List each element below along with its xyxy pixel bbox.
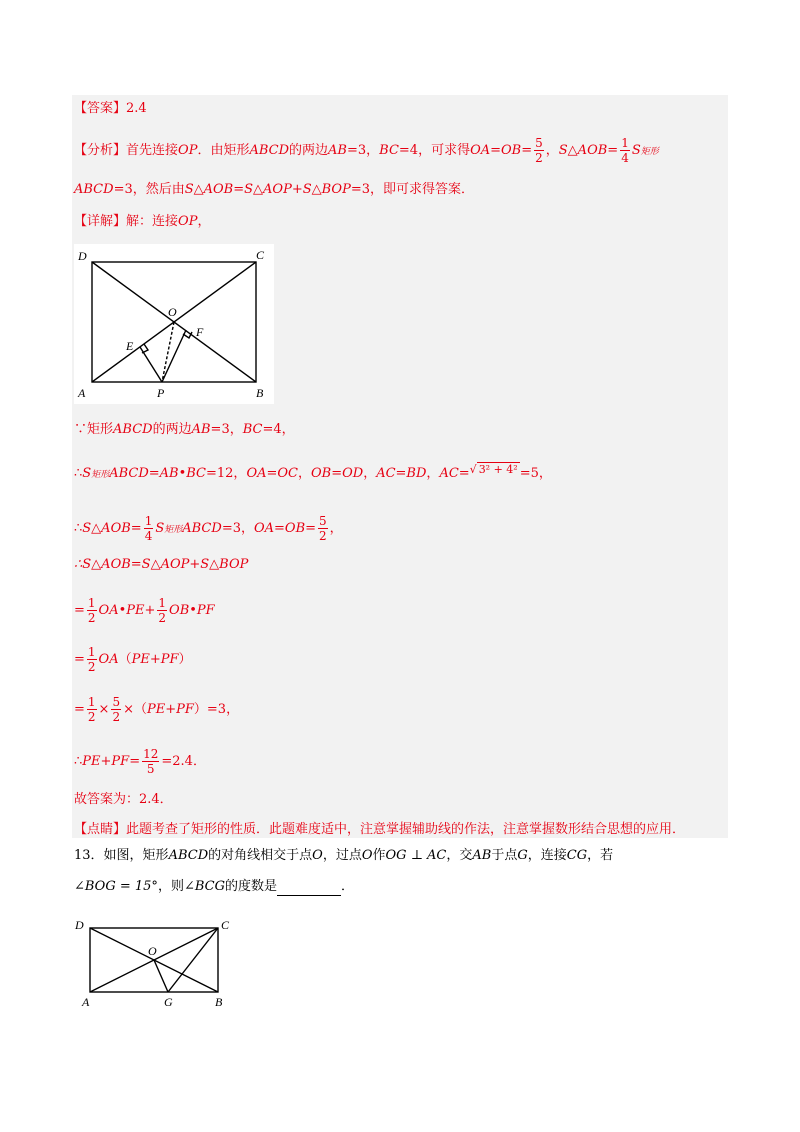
question-text: O [361, 848, 373, 863]
step-text: =5， [519, 466, 552, 481]
analysis-text: S△AOB=S△AOP+S△BOP [184, 182, 351, 197]
subscript: 矩形 [164, 525, 183, 535]
step-7 [74, 695, 239, 724]
answer-value: 2.4 [126, 101, 147, 116]
analysis-text: ABCD [74, 182, 114, 197]
step-text: S [82, 466, 92, 481]
key-point-text: 此题考查了矩形的性质．此题难度适中，注意掌握辅助线的作法，注意掌握数形结合思想的应用． [126, 822, 686, 837]
fraction [111, 695, 121, 724]
fraction-denominator: 2 [535, 151, 543, 165]
question-text: 于点 [491, 848, 518, 863]
step-text: =12， [206, 466, 247, 481]
fraction-denominator: 5 [142, 761, 159, 776]
step-text: ∵矩形 [74, 422, 114, 437]
analysis-text: =3，即可求得答案． [350, 182, 474, 197]
fraction [87, 645, 97, 674]
step-text: =3， [210, 422, 243, 437]
analysis-text: OP [178, 143, 198, 158]
question-text: ∠BCG [183, 879, 225, 894]
step-text: PE+PF [131, 652, 179, 667]
question-text: 如图，矩形 [103, 848, 169, 863]
fraction [144, 514, 154, 543]
step-text: AC=BD [376, 466, 427, 481]
figure-rectangle-abcd-with-g [74, 916, 244, 1010]
step-text: ∴ [74, 754, 83, 769]
analysis-text: AB [328, 143, 347, 158]
question-text: ，交 [446, 848, 473, 863]
fraction-numerator: 12 [143, 747, 159, 761]
step-text: ）=3， [193, 702, 240, 717]
question-text: ． [341, 879, 355, 894]
fraction [87, 695, 97, 724]
step-1 [74, 422, 295, 438]
detail-line [74, 214, 210, 230]
question-text: CG [566, 848, 588, 863]
step-text: = [74, 603, 85, 618]
question-text: O [312, 848, 323, 863]
fraction-denominator: 2 [158, 611, 167, 625]
analysis-text: =4，可求得 [398, 143, 471, 158]
question-text: G [517, 848, 528, 863]
fraction-numerator: 1 [87, 695, 96, 709]
step-text: PE+PF [82, 754, 130, 769]
analysis-text: ， [545, 143, 559, 158]
step-text: ∴ [74, 521, 83, 536]
fraction [157, 596, 167, 625]
question-text: 的对角线相交于点 [208, 848, 313, 863]
step-text: BC [242, 422, 263, 437]
question-text: 的度数是 [224, 879, 277, 894]
step-text: ， [329, 521, 343, 536]
analysis-tag: 【分析】 [74, 143, 127, 158]
label-e: E [126, 339, 134, 353]
label-d: D [78, 249, 87, 263]
analysis-text: =3，然后由 [113, 182, 185, 197]
analysis-text: S△AOB= [558, 143, 619, 158]
label-c: C [221, 918, 230, 932]
fraction-numerator: 1 [144, 514, 153, 528]
question-text: 作 [372, 848, 386, 863]
step-text: ） [178, 652, 192, 667]
step-text: S△AOB= [82, 521, 142, 536]
step-text: OA [98, 652, 119, 667]
step-text: OB=OD [311, 466, 364, 481]
fraction-denominator: 2 [87, 710, 96, 724]
question-text: ，若 [587, 848, 614, 863]
fraction-denominator: 2 [112, 710, 121, 724]
answer-blank[interactable] [277, 883, 341, 896]
fraction-numerator: 5 [535, 136, 543, 150]
question-text: OG ⊥ AC [385, 848, 447, 863]
step-text: 的两边 [152, 422, 192, 437]
step-9: 故答案为：2.4． [74, 792, 173, 807]
step-text: ×（ [123, 702, 147, 717]
label-o: O [148, 944, 157, 958]
label-f: F [196, 325, 204, 339]
step-text: OA=OC [246, 466, 298, 481]
label-g: G [164, 995, 173, 1009]
question-text: ，则 [157, 879, 184, 894]
step-text: + [144, 603, 156, 618]
analysis-line-1 [74, 136, 659, 165]
label-b: B [215, 995, 223, 1009]
detail-text: ， [197, 214, 211, 229]
question-13-line-2 [74, 878, 354, 896]
step-2 [74, 462, 552, 483]
step-6 [74, 645, 192, 674]
step-text: =2.4． [161, 754, 206, 769]
analysis-text: 首先连接 [126, 143, 179, 158]
step-5 [74, 596, 215, 625]
detail-text: OP [178, 214, 198, 229]
step-text: AB [191, 422, 211, 437]
fraction-numerator: 5 [319, 514, 327, 528]
step-text: ， [363, 466, 377, 481]
label-b: B [256, 386, 264, 400]
radicand: 3² + 4² [478, 463, 518, 476]
fraction [318, 514, 328, 543]
square-root: √ 3² + 4² [469, 463, 518, 476]
step-4: ∴S△AOB=S△AOP+S△BOP [74, 557, 249, 572]
label-o: O [168, 305, 177, 319]
step-text: （ [118, 652, 132, 667]
fraction-numerator: 1 [621, 136, 629, 150]
label-a: A [78, 386, 86, 400]
analysis-line-2 [74, 182, 474, 198]
detail-text: 解：连接 [126, 214, 179, 229]
step-text: PE+PF [147, 702, 194, 717]
step-text: = [74, 652, 85, 667]
segment-og [154, 960, 168, 992]
fraction [87, 596, 97, 625]
step-text: ∴ [74, 466, 83, 481]
question-text: AB [472, 848, 492, 863]
subscript: 矩形 [640, 147, 659, 157]
question-text: ∠BOG = 15° [74, 879, 158, 894]
question-text: ABCD [168, 848, 209, 863]
step-8 [74, 747, 206, 776]
fraction-denominator: 2 [319, 529, 327, 543]
fraction [620, 136, 630, 165]
step-text: =3， [221, 521, 254, 536]
analysis-text: BC [379, 143, 399, 158]
step-text: × [98, 702, 110, 717]
fraction-denominator: 2 [87, 660, 96, 674]
analysis-text: S [631, 143, 641, 158]
answer-tag: 【答案】 [74, 101, 127, 116]
label-c: C [256, 248, 265, 262]
analysis-text: =3， [346, 143, 380, 158]
fraction-denominator: 2 [87, 611, 96, 625]
step-text: S [155, 521, 165, 536]
detail-tag: 【详解】 [74, 214, 127, 229]
answer-line [74, 101, 147, 117]
fraction-denominator: 4 [621, 151, 629, 165]
analysis-text: ABCD [249, 143, 290, 158]
step-3 [74, 514, 343, 543]
segment-gc [168, 928, 218, 992]
fraction-numerator: 1 [87, 645, 96, 659]
analysis-text: OA=OB= [470, 143, 533, 158]
fraction [534, 136, 544, 165]
step-text: =4， [262, 422, 295, 437]
question-number: 13． [74, 848, 104, 863]
step-text: OA=OB= [253, 521, 317, 536]
label-p: P [157, 386, 165, 400]
figure-rectangle-abcd-with-op [74, 244, 274, 404]
question-13-line-1 [74, 847, 613, 865]
step-text: OB•PF [169, 603, 215, 618]
question-text: ，连接 [527, 848, 567, 863]
key-point-line [74, 822, 685, 838]
analysis-text: ．由矩形 [197, 143, 250, 158]
label-a: A [82, 995, 90, 1009]
step-text: ， [297, 466, 311, 481]
step-text: ABCD=AB•BC [109, 466, 206, 481]
key-point-tag: 【点睛】 [74, 822, 127, 837]
fraction [142, 747, 159, 776]
step-text: = [129, 754, 141, 769]
step-text: OA•PE [98, 603, 145, 618]
label-d: D [75, 918, 84, 932]
fraction-numerator: 1 [158, 596, 167, 610]
step-text: ABCD [113, 422, 153, 437]
analysis-text: 的两边 [289, 143, 329, 158]
step-text: ， [426, 466, 440, 481]
fraction-numerator: 5 [112, 695, 121, 709]
subscript: 矩形 [91, 470, 110, 480]
step-text: = [74, 702, 85, 717]
question-text: ，过点 [322, 848, 362, 863]
fraction-denominator: 4 [144, 529, 153, 543]
fraction-numerator: 1 [87, 596, 96, 610]
step-text: AC= [439, 466, 470, 481]
step-text: ABCD [182, 521, 222, 536]
